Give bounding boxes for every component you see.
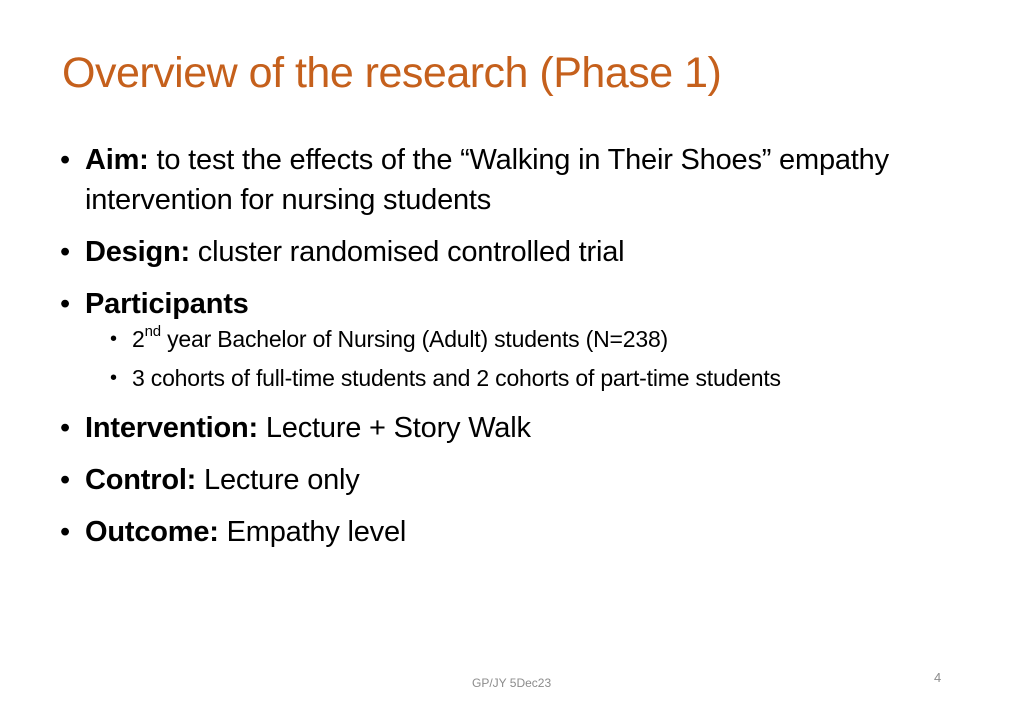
- bullet-design: [60, 232, 990, 272]
- bullet-list: [60, 140, 990, 564]
- bullet-label: Participants: [85, 288, 249, 320]
- participants-sub-list: [60, 320, 990, 398]
- bullet-text: cluster randomised controlled trial: [189, 236, 625, 268]
- bullet-label: Design:: [85, 236, 190, 268]
- page-number: 4: [934, 670, 942, 685]
- bullet-label: Outcome:: [85, 516, 219, 548]
- bullet-participants: [60, 284, 990, 324]
- bullet-dot-icon: •: [60, 412, 70, 444]
- footer-text: GP/JY 5Dec23: [472, 676, 552, 690]
- bullet-dot-icon: •: [60, 516, 70, 548]
- year-number: 2: [132, 326, 145, 352]
- bullet-dot-icon: •: [60, 288, 70, 320]
- cohorts-text: 3 cohorts of full-time students and 2 cohorts of part-time students: [132, 365, 781, 391]
- bullet-control: [60, 460, 990, 500]
- bullet-aim: [60, 140, 990, 220]
- sub-bullet-dot-icon: •: [110, 328, 117, 350]
- bullet-text: Lecture + Story Walk: [258, 412, 531, 444]
- slide-title: Overview of the research (Phase 1): [62, 49, 722, 97]
- sub-bullet-dot-icon: •: [110, 367, 117, 389]
- sub-bullet-cohorts: [60, 359, 990, 398]
- bullet-dot-icon: •: [60, 144, 70, 176]
- bullet-outcome: [60, 512, 990, 552]
- bullet-intervention: [60, 408, 990, 448]
- bullet-text: to test the effects of the “Walking in Their Shoes” empathy intervention for nursing students: [85, 144, 889, 216]
- bullet-dot-icon: •: [60, 236, 70, 268]
- bullet-label: Intervention:: [85, 412, 259, 444]
- sub-bullet-year: [60, 320, 990, 359]
- bullet-label: Control:: [85, 464, 197, 496]
- bullet-dot-icon: •: [60, 464, 70, 496]
- bullet-label: Aim:: [85, 144, 149, 176]
- bullet-text: Empathy level: [218, 516, 407, 548]
- year-text: year Bachelor of Nursing (Adult) students (N=238): [160, 326, 668, 352]
- bullet-text: Lecture only: [196, 464, 360, 496]
- year-suffix: nd: [144, 323, 161, 341]
